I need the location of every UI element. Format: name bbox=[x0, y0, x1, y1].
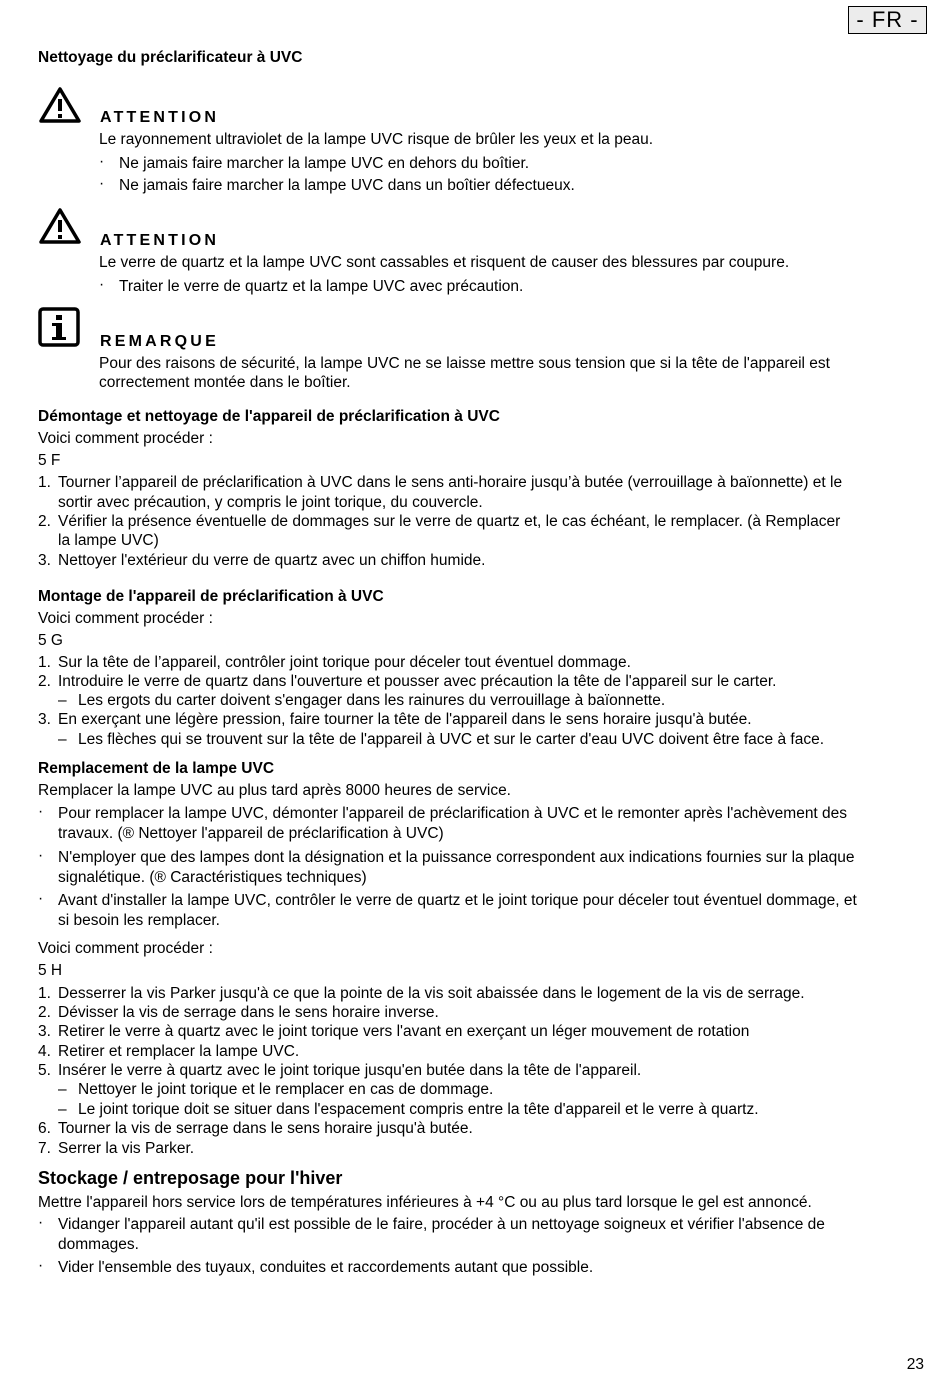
step-text: Dévisser la vis de serrage dans le sens horaire inverse. bbox=[58, 1004, 439, 1021]
step-text: la lampe UVC) bbox=[58, 532, 159, 549]
sub-step-text: Les flèches qui se trouvent sur la tête de l'appareil à UVC et sur le carter d'eau UVC doivent être face à face. bbox=[78, 731, 825, 748]
warning-text: Le rayonnement ultraviolet de la lampe UVC risque de brûler les yeux et la peau. bbox=[99, 131, 654, 148]
warning-bullet: Ne jamais faire marcher la lampe UVC dans un boîtier défectueux. bbox=[119, 177, 575, 194]
section-title-storage: Stockage / entreposage pour l'hiver bbox=[38, 1168, 343, 1188]
bullet-text: N'employer que des lampes dont la désignation et la puissance correspondent aux indications fournies sur la plaque bbox=[58, 849, 855, 866]
warning-title: ATTENTION bbox=[100, 232, 220, 249]
step-number: 1. bbox=[38, 985, 51, 1002]
step-text: Desserrer la vis Parker jusqu'à ce que la pointe de la vis soit abaissée dans le logement de la vis de serrage. bbox=[58, 985, 805, 1002]
dash-marker: – bbox=[58, 1081, 67, 1098]
step-number: 2. bbox=[38, 513, 51, 530]
note-title: REMARQUE bbox=[100, 333, 219, 350]
step-number: 2. bbox=[38, 1004, 51, 1021]
step-text: Insérer le verre à quartz avec le joint torique jusqu'en butée dans la tête de l'appareil. bbox=[58, 1062, 642, 1079]
sub-step-text: Nettoyer le joint torique et le remplacer en cas de dommage. bbox=[78, 1081, 494, 1098]
warning-bullet: Traiter le verre de quartz et la lampe UVC avec précaution. bbox=[119, 278, 524, 295]
figure-reference: 5 G bbox=[38, 632, 63, 649]
step-number: 5. bbox=[38, 1062, 51, 1079]
bullet-text: dommages. bbox=[58, 1236, 139, 1253]
step-text: Vérifier la présence éventuelle de dommages sur le verre de quartz et, le cas échéant, le remplacer. (à Remplacer bbox=[58, 513, 841, 530]
dash-marker: – bbox=[58, 692, 67, 709]
bullet-dot: · bbox=[38, 890, 44, 907]
bullet-text: travaux. (® Nettoyer l'appareil de préclarification à UVC) bbox=[58, 825, 444, 842]
sub-step-text: Le joint torique doit se situer dans l'espacement compris entre la tête d'appareil et le verre à quartz. bbox=[78, 1101, 759, 1118]
bullet-dot: · bbox=[99, 175, 105, 192]
bullet-dot: · bbox=[38, 1257, 44, 1274]
procedure-intro: Voici comment procéder : bbox=[38, 610, 213, 627]
section-title-dismantle: Démontage et nettoyage de l'appareil de préclarification à UVC bbox=[38, 408, 500, 425]
section-title-replace: Remplacement de la lampe UVC bbox=[38, 760, 275, 777]
step-number: 3. bbox=[38, 552, 51, 569]
info-icon bbox=[38, 307, 80, 347]
step-number: 6. bbox=[38, 1120, 51, 1137]
bullet-dot: · bbox=[38, 803, 44, 820]
step-text: Sur la tête de l’appareil, contrôler joint torique pour déceler tout éventuel dommage. bbox=[58, 654, 631, 671]
bullet-dot: · bbox=[38, 1214, 44, 1231]
section-intro: Mettre l'appareil hors service lors de températures inférieures à +4 °C ou au plus tard lorsque le gel est annoncé. bbox=[38, 1194, 812, 1211]
note-text: Pour des raisons de sécurité, la lampe UVC ne se laisse mettre sous tension que si la tête de l'appareil est bbox=[99, 355, 830, 372]
step-text: Retirer le verre à quartz avec le joint torique vers l'avant en exerçant un léger mouvement de rotation bbox=[58, 1023, 750, 1040]
warning-title: ATTENTION bbox=[100, 109, 220, 126]
step-number: 1. bbox=[38, 474, 51, 491]
step-number: 1. bbox=[38, 654, 51, 671]
dash-marker: – bbox=[58, 731, 67, 748]
page-number: 23 bbox=[906, 1356, 924, 1373]
figure-reference: 5 F bbox=[38, 452, 61, 469]
step-text: Retirer et remplacer la lampe UVC. bbox=[58, 1043, 300, 1060]
step-text: Nettoyer l'extérieur du verre de quartz avec un chiffon humide. bbox=[58, 552, 486, 569]
bullet-text: Avant d'installer la lampe UVC, contrôler le verre de quartz et le joint torique pour déceler tout éventuel dommage, et bbox=[58, 892, 857, 909]
bullet-text: si besoin les remplacer. bbox=[58, 912, 220, 929]
warning-text: Le verre de quartz et la lampe UVC sont cassables et risquent de causer des blessures par coupure. bbox=[99, 254, 790, 271]
procedure-intro: Voici comment procéder : bbox=[38, 430, 213, 447]
step-text: Tourner l’appareil de préclarification à UVC dans le sens anti-horaire jusqu’à butée (verrouillage à baïonnette) et le bbox=[58, 474, 843, 491]
section-title-cleaning: Nettoyage du préclarificateur à UVC bbox=[38, 49, 303, 66]
bullet-text: Pour remplacer la lampe UVC, démonter l'appareil de préclarification à UVC et le remonter après l'achèvement des bbox=[58, 805, 848, 822]
bullet-dot: · bbox=[38, 847, 44, 864]
bullet-text: Vidanger l'appareil autant qu'il est possible de le faire, procéder à un nettoyage soigneux et vérifier l'absence de bbox=[58, 1216, 825, 1233]
bullet-dot: · bbox=[99, 276, 105, 293]
sub-step-text: Les ergots du carter doivent s'engager dans les rainures du verrouillage à baïonnette. bbox=[78, 692, 666, 709]
note-text: correctement montée dans le boîtier. bbox=[99, 374, 351, 391]
dash-marker: – bbox=[58, 1101, 67, 1118]
step-text: sortir avec précaution, y compris le joint torique, du couvercle. bbox=[58, 494, 483, 511]
warning-triangle-icon bbox=[38, 86, 82, 124]
bullet-text: signalétique. (® Caractéristiques techniques) bbox=[58, 869, 367, 886]
step-text: En exerçant une légère pression, faire tourner la tête de l'appareil dans le sens horaire jusqu'à butée. bbox=[58, 711, 752, 728]
section-intro: Remplacer la lampe UVC au plus tard après 8000 heures de service. bbox=[38, 782, 511, 799]
step-number: 3. bbox=[38, 1023, 51, 1040]
step-number: 3. bbox=[38, 711, 51, 728]
bullet-text: Vider l'ensemble des tuyaux, conduites et raccordements autant que possible. bbox=[58, 1259, 594, 1276]
step-text: Introduire le verre de quartz dans l'ouverture et pousser avec précaution la tête de l'appareil sur le carter. bbox=[58, 673, 777, 690]
step-text: Serrer la vis Parker. bbox=[58, 1140, 195, 1157]
step-text: Tourner la vis de serrage dans le sens horaire jusqu'à butée. bbox=[58, 1120, 473, 1137]
figure-reference: 5 H bbox=[38, 962, 63, 979]
warning-triangle-icon bbox=[38, 207, 82, 245]
step-number: 2. bbox=[38, 673, 51, 690]
warning-bullet: Ne jamais faire marcher la lampe UVC en dehors du boîtier. bbox=[119, 155, 530, 172]
section-title-assembly: Montage de l'appareil de préclarification à UVC bbox=[38, 588, 384, 605]
language-tag: - FR - bbox=[848, 6, 927, 34]
bullet-dot: · bbox=[99, 153, 105, 170]
step-number: 7. bbox=[38, 1140, 51, 1157]
step-number: 4. bbox=[38, 1043, 51, 1060]
procedure-intro: Voici comment procéder : bbox=[38, 940, 213, 957]
